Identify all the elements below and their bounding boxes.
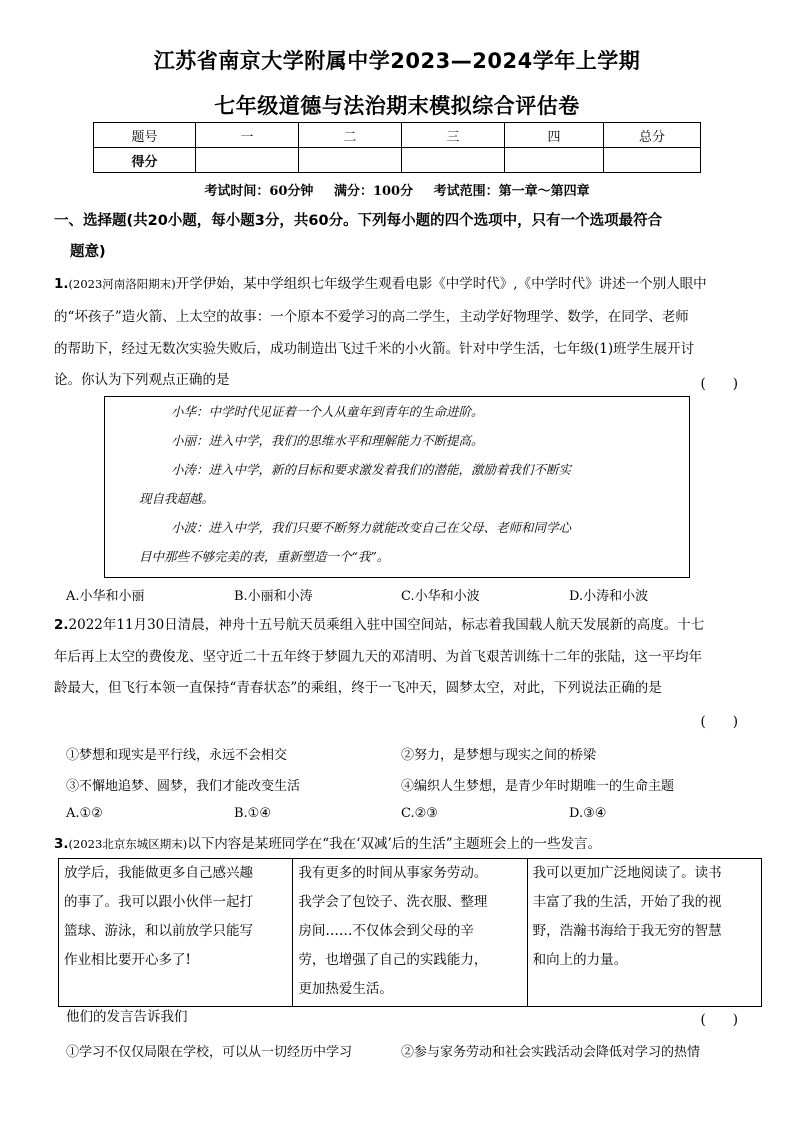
speech-line: 和向上的力量。 — [532, 952, 628, 968]
question-1-line: 的“坏孩子”造火箭、上太空的故事：一个原本不爱学习的高二学生，主动学好物理学、数学，在同学、老师 — [54, 309, 689, 325]
question-source: (2023北京东城区期末) — [68, 837, 188, 851]
speech-row — [59, 859, 762, 1007]
score-input-cell[interactable] — [299, 148, 402, 173]
question-1-line — [54, 269, 744, 300]
option-c[interactable]: C.②③ — [401, 806, 438, 821]
speech-line: 我可以更加广泛地阅读了。读书 — [532, 865, 722, 881]
score-cell: 得分 — [94, 148, 196, 173]
speech-line: 放学后，我能做更多自己感兴趣 — [64, 865, 253, 881]
score-table-header-row — [94, 123, 701, 148]
option-d[interactable]: D.③④ — [569, 806, 607, 821]
option-a[interactable]: A.①② — [66, 806, 103, 821]
option-b[interactable]: B.①④ — [234, 806, 271, 821]
score-cell: 一 — [196, 123, 299, 148]
statement-2: ②参与家务劳动和社会实践活动会降低对学习的热情 — [401, 1045, 701, 1060]
question-number: 2. — [54, 617, 69, 633]
score-input-cell[interactable] — [604, 148, 701, 173]
score-input-cell[interactable] — [402, 148, 505, 173]
speech-cell — [59, 859, 293, 1007]
question-2-line: 年后再上太空的费俊龙、坚守近二十五年终于梦圆九天的邓清明、为首飞艰苦训练十二年的张陆，这一平均年 — [54, 649, 702, 665]
speech-line: 作业相比要开心多了! — [64, 952, 191, 968]
speech-line: 更加热爱生活。 — [298, 981, 393, 997]
option-b[interactable]: B.小丽和小涛 — [234, 589, 313, 604]
question-2-line — [54, 610, 744, 641]
option-a[interactable]: A.小华和小丽 — [66, 589, 145, 604]
statement-1: ①学习不仅仅局限在学校，可以从一切经历中学习 — [66, 1045, 353, 1060]
answer-paren[interactable]: ( ) — [700, 714, 738, 730]
score-cell: 三 — [402, 123, 505, 148]
quote-box — [104, 396, 690, 578]
speech-line: 野，浩瀚书海给于我无穷的智慧 — [532, 923, 722, 939]
speech-cell — [293, 859, 527, 1007]
question-3-line — [54, 829, 744, 860]
question-text: 以下内容是某班同学在“我在‘双减’后的生活”主题班会上的一些发言。 — [187, 836, 602, 852]
exam-info — [0, 180, 794, 199]
speech-line: 房间……不仅体会到父母的辛 — [298, 923, 474, 939]
quote-line: 小华：中学时代见证着一个人从童年到青年的生命进阶。 — [171, 404, 484, 419]
answer-paren[interactable]: ( ) — [700, 1012, 738, 1028]
score-table — [93, 122, 701, 173]
exam-scope: 考试范围：第一章～第四章 — [433, 184, 590, 199]
exam-time: 考试时间：60分钟 — [204, 184, 314, 199]
statement-1: ①梦想和现实是平行线，永远不会相交 — [66, 748, 288, 763]
speech-line: 我有更多的时间从事家务劳动。 — [298, 865, 488, 881]
score-input-cell[interactable] — [505, 148, 604, 173]
score-cell: 题号 — [94, 123, 196, 148]
option-d[interactable]: D.小涛和小波 — [569, 589, 649, 604]
question-1-line: 的帮助下，经过无数次实验失败后，成功制造出飞过千米的小火箭。针对中学生活，七年级(1)班学生展开讨 — [54, 341, 695, 357]
score-input-cell[interactable] — [196, 148, 299, 173]
statement-2: ②努力，是梦想与现实之间的桥梁 — [401, 748, 597, 763]
speech-table — [58, 858, 762, 1007]
score-cell: 二 — [299, 123, 402, 148]
speech-line: 的事了。我可以跟小伙伴一起打 — [64, 894, 253, 910]
quote-line: 现自我超越。 — [139, 491, 215, 506]
section-heading-line2: 题意) — [70, 244, 106, 260]
question-source: (2023河南洛阳期末) — [68, 277, 176, 291]
quote-line: 小丽：进入中学，我们的思维水平和理解能力不断提高。 — [171, 433, 484, 448]
section-heading-line1: 一、选择题(共20小题，每小题3分，共60分。下列每小题的四个选项中，只有一个选项最符合 — [54, 213, 663, 229]
statement-4: ④编织人生梦想，是青少年时期唯一的生命主题 — [401, 779, 675, 794]
speech-line: 丰富了我的生活，开始了我的视 — [532, 894, 722, 910]
option-c[interactable]: C.小华和小波 — [401, 589, 480, 604]
page-title-line2: 七年级道德与法治期末模拟综合评估卷 — [214, 94, 580, 118]
question-text: 2022年11月30日清晨，神舟十五号航天员乘组入驻中国空间站，标志着我国载人航天发展新的高度。十七 — [68, 617, 705, 633]
score-table-score-row — [94, 148, 701, 173]
question-number: 1. — [54, 276, 69, 292]
quote-line: 小涛：进入中学，新的目标和要求激发着我们的潜能，激励着我们不断实 — [171, 462, 572, 477]
score-cell: 总分 — [604, 123, 701, 148]
exam-score: 满分：100分 — [333, 184, 414, 199]
question-2-line: 龄最大，但飞行本领一直保持“青春状态”的乘组，终于一飞冲天，圆梦太空，对此，下列说法正确的是 — [54, 680, 662, 696]
speech-line: 劳，也增强了自己的实践能力， — [298, 952, 488, 968]
quote-line: 目中那些不够完美的表，重新塑造一个“我”。 — [139, 549, 390, 564]
question-3-prompt: 他们的发言告诉我们 — [66, 1009, 188, 1025]
question-text: 开学伊始，某中学组织七年级学生观看电影《中学时代》,《中学时代》讲述一个别人眼中 — [175, 276, 707, 292]
page-title-line1: 江苏省南京大学附属中学2023—2024学年上学期 — [153, 49, 641, 73]
question-1-line: 论。你认为下列观点正确的是 — [54, 372, 230, 388]
statement-3: ③不懈地追梦、圆梦，我们才能改变生活 — [66, 779, 301, 794]
speech-cell — [527, 859, 761, 1007]
answer-paren[interactable]: ( ) — [700, 376, 738, 392]
question-number: 3. — [54, 836, 69, 852]
speech-line: 篮球、游泳，和以前放学只能写 — [64, 923, 253, 939]
score-cell: 四 — [505, 123, 604, 148]
speech-line: 我学会了包饺子、洗衣服、整理 — [298, 894, 488, 910]
quote-line: 小波：进入中学，我们只要不断努力就能改变自己在父母、老师和同学心 — [171, 520, 572, 535]
